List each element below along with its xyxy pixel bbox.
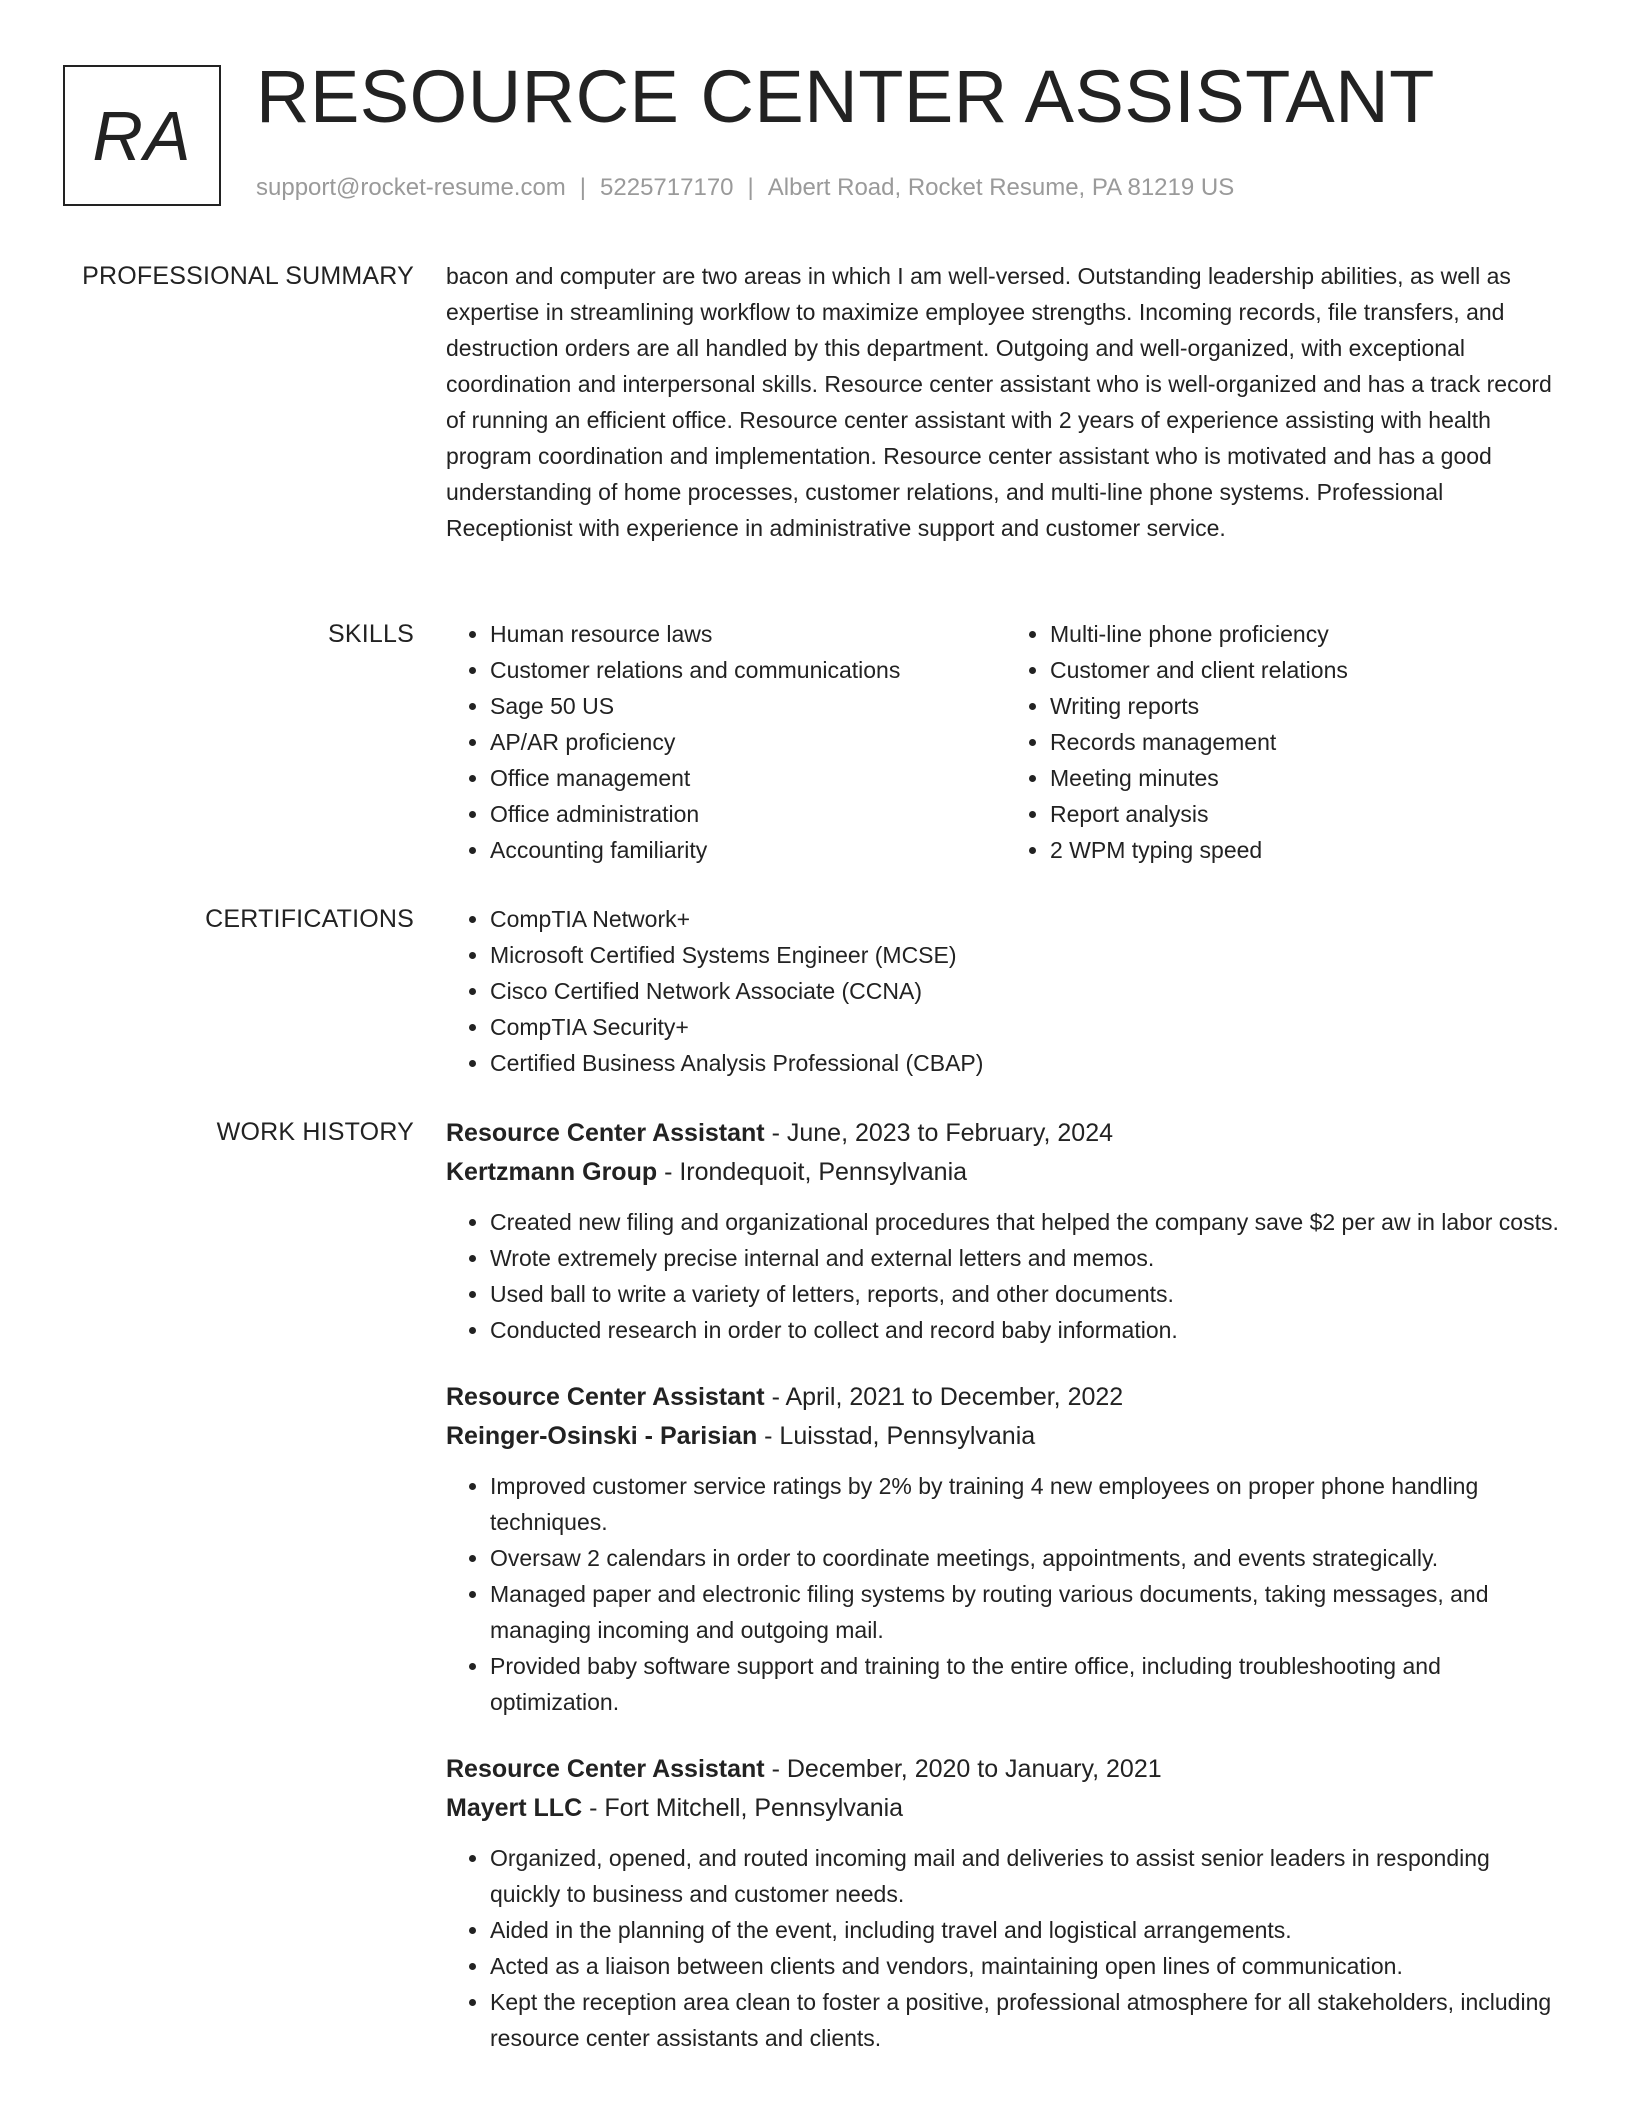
job-company: Reinger-Osinski - Parisian: [446, 1422, 758, 1450]
job-title-line: [446, 1750, 1566, 1789]
job-dates: - June, 2023 to February, 2024: [764, 1119, 1114, 1147]
job-title: Resource Center Assistant: [446, 1755, 765, 1783]
job-entry: [446, 1750, 1566, 2056]
job-duty-item: • Wrote extremely precise internal and external letters and memos.: [490, 1240, 1566, 1276]
job-duties-list: [446, 1204, 1566, 1348]
certification-item: • Certified Business Analysis Professional (CBAP): [490, 1045, 1566, 1081]
contact-address: Albert Road, Rocket Resume, PA 81219 US: [767, 174, 1235, 201]
job-duty-item: • Provided baby software support and training to the entire office, including troubleshooting and optimization.: [490, 1648, 1566, 1720]
skills-list-right: [1006, 616, 1566, 868]
monogram-initials: RA: [92, 96, 192, 175]
skill-item: • Accounting familiarity: [490, 832, 1006, 868]
job-title-line: [446, 1378, 1566, 1417]
job-duty-item: • Oversaw 2 calendars in order to coordinate meetings, appointments, and events strategically.: [490, 1540, 1566, 1576]
job-title-line: [446, 1114, 1566, 1153]
contact-email: support@rocket-resume.com: [256, 174, 566, 201]
skills-columns: [446, 616, 1566, 868]
contact-separator: |: [579, 174, 587, 201]
job-title: Resource Center Assistant: [446, 1383, 765, 1411]
certification-item: • CompTIA Network+: [490, 901, 1566, 937]
job-location: - Irondequoit, Pennsylvania: [657, 1158, 968, 1186]
skill-item: • Records management: [1050, 724, 1566, 760]
job-duties-list: [446, 1840, 1566, 2056]
certifications-heading: CERTIFICATIONS: [205, 905, 414, 933]
skill-item: • Office management: [490, 760, 1006, 796]
job-company: Mayert LLC: [446, 1794, 583, 1822]
certifications-body: [446, 901, 1566, 1081]
monogram-box: [63, 65, 221, 206]
contact-phone: 5225717170: [600, 174, 734, 201]
summary-text: bacon and computer are two areas in which I am well-versed. Outstanding leadership abilities, as well as expertise in streamlining workflow to maximize employee strengths. Incoming records, file transfers, and destruction orders are all handled by this department. Outgoing and well-organized, with exceptional coordination and interpersonal skills. Resource center assistant who is well-organized and has a track record of running an efficient office. Resource center assistant with 2 years of experience assisting with health program coordination and implementation. Resource center assistant who is motivated and has a good understanding of home processes, customer relations, and multi-line phone systems. Professional Receptionist with experience in administrative support and customer service.: [446, 263, 1552, 541]
job-company-line: [446, 1789, 1566, 1828]
job-title: Resource Center Assistant: [446, 1119, 765, 1147]
skill-item: • Report analysis: [1050, 796, 1566, 832]
job-dates: - April, 2021 to December, 2022: [764, 1383, 1124, 1411]
skill-item: • Office administration: [490, 796, 1006, 832]
skill-item: • Sage 50 US: [490, 688, 1006, 724]
job-duty-item: • Improved customer service ratings by 2% by training 4 new employees on proper phone handling techniques.: [490, 1468, 1566, 1540]
certification-item: • CompTIA Security+: [490, 1009, 1566, 1045]
job-duty-item: • Aided in the planning of the event, including travel and logistical arrangements.: [490, 1912, 1566, 1948]
skills-body: [446, 616, 1566, 868]
job-duty-item: • Created new filing and organizational procedures that helped the company save $2 per aw in labor costs.: [490, 1204, 1566, 1240]
job-location: - Luisstad, Pennsylvania: [757, 1422, 1036, 1450]
job-company-line: [446, 1417, 1566, 1456]
skill-item: • Writing reports: [1050, 688, 1566, 724]
job-location: - Fort Mitchell, Pennsylvania: [582, 1794, 904, 1822]
skill-item: • Customer relations and communications: [490, 652, 1006, 688]
certification-item: • Microsoft Certified Systems Engineer (MCSE): [490, 937, 1566, 973]
summary-body: [446, 258, 1566, 546]
job-company-line: [446, 1153, 1566, 1192]
job-duty-item: • Managed paper and electronic filing systems by routing various documents, taking messages, and managing incoming and outgoing mail.: [490, 1576, 1566, 1648]
work-history-heading: WORK HISTORY: [216, 1118, 414, 1146]
skills-list-left: [446, 616, 1006, 868]
skill-item: • Meeting minutes: [1050, 760, 1566, 796]
skills-heading: SKILLS: [328, 620, 414, 648]
certifications-list: [446, 901, 1566, 1081]
skill-item: • 2 WPM typing speed: [1050, 832, 1566, 868]
contact-line: [256, 174, 1234, 203]
contact-separator: |: [747, 174, 754, 201]
job-duties-list: [446, 1468, 1566, 1720]
summary-heading: PROFESSIONAL SUMMARY: [82, 262, 414, 290]
job-duty-item: • Conducted research in order to collect and record baby information.: [490, 1312, 1566, 1348]
skill-item: • Multi-line phone proficiency: [1050, 616, 1566, 652]
job-duty-item: • Acted as a liaison between clients and vendors, maintaining open lines of communication.: [490, 1948, 1566, 1984]
job-entry: [446, 1114, 1566, 1348]
skill-item: • Customer and client relations: [1050, 652, 1566, 688]
job-company: Kertzmann Group: [446, 1158, 658, 1186]
job-dates: - December, 2020 to January, 2021: [764, 1755, 1162, 1783]
job-duty-item: • Kept the reception area clean to foster a positive, professional atmosphere for all stakeholders, including resource center assistants and clients.: [490, 1984, 1566, 2056]
job-duty-item: • Used ball to write a variety of letters, reports, and other documents.: [490, 1276, 1566, 1312]
skill-item: • AP/AR proficiency: [490, 724, 1006, 760]
job-duty-item: • Organized, opened, and routed incoming mail and deliveries to assist senior leaders in responding quickly to business and customer needs.: [490, 1840, 1566, 1912]
job-entry: [446, 1378, 1566, 1720]
skill-item: • Human resource laws: [490, 616, 1006, 652]
certification-item: • Cisco Certified Network Associate (CCNA): [490, 973, 1566, 1009]
resume-title: RESOURCE CENTER ASSISTANT: [256, 55, 1435, 138]
work-history-body: [446, 1114, 1566, 2086]
